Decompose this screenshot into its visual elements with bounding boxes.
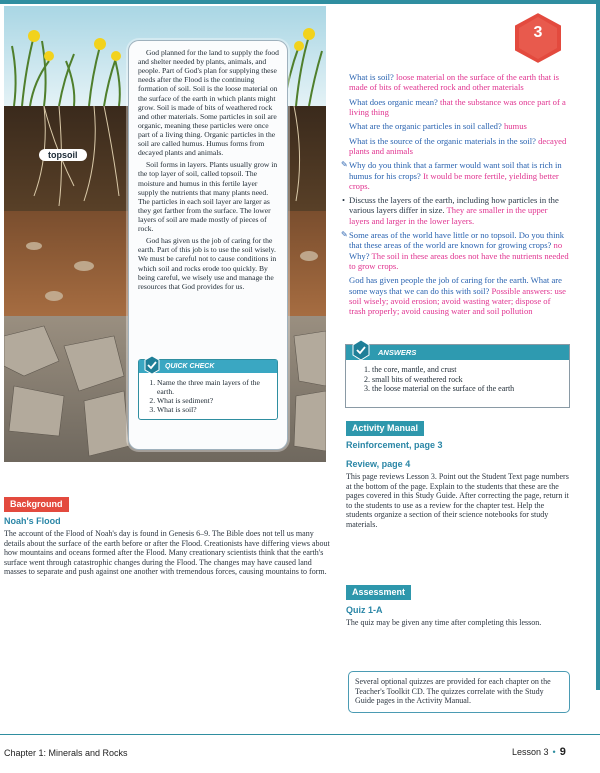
review-heading: Review, page 4: [346, 459, 411, 469]
right-border: [596, 0, 600, 690]
quiz-text: The quiz may be given any time after completing this lesson.: [346, 618, 542, 627]
checkmark-icon: [352, 340, 370, 360]
list-item: 1. Name the three main layers of the earth.: [157, 378, 271, 396]
qa-item: [349, 97, 569, 118]
qa-item: [341, 160, 569, 191]
answer: no: [553, 240, 563, 251]
question: What is soil?: [349, 72, 394, 82]
answer: Possible answers: use soil wisely; avoid erosion; avoid wasting water; dispose of trash properly; avoid causing water and soil pollution: [349, 285, 566, 317]
list-item: 3. What is soil?: [157, 405, 271, 414]
quiz-note-box: Several optional quizzes are provided for each chapter on the Teacher's Toolkit CD. The quizzes correlate with the Study Guide pages in the Activity Manual.: [348, 671, 570, 713]
student-paragraph: God has given us the job of caring for the earth. Part of this job is to use the soil wisely. We must be careful not to cause conditions in which soil and rocks erode too quickly. By being careful, we wisely use and manage the resources that God provides for us.: [138, 236, 277, 291]
thinking-icon: ✎: [341, 160, 348, 170]
quick-check-title: QUICK CHECK: [165, 363, 215, 370]
list-item: 2. What is sediment?: [157, 396, 271, 405]
answer: that the substance was once part of a living thing: [349, 96, 566, 117]
answer: humus: [503, 121, 527, 132]
answers-title: ANSWERS: [378, 348, 417, 357]
question: Why?: [349, 250, 370, 261]
background-tab: Background: [4, 497, 69, 512]
qa-item: [342, 195, 569, 226]
qa-item: [349, 121, 569, 131]
qa-item: [349, 275, 569, 316]
topsoil-label: topsoil: [39, 149, 87, 161]
page-footer: [512, 746, 566, 758]
thinking-icon: ✎: [341, 230, 348, 240]
question: Discuss the layers of the earth, including how particles in the various layers differ in size.: [349, 195, 559, 216]
answer: decayed plants and animals: [349, 135, 567, 156]
footer-divider: [0, 734, 600, 735]
question: What does organic mean?: [349, 96, 438, 107]
background-heading: Noah's Flood: [4, 516, 61, 526]
qa-item: [349, 136, 569, 157]
answers-box: [345, 344, 570, 408]
assessment-tab: Assessment: [346, 585, 411, 600]
answer: They are smaller in the upper layers and larger in the lower layers.: [349, 205, 548, 226]
reinforcement-heading: Reinforcement, page 3: [346, 440, 443, 450]
page-number: 9: [559, 746, 566, 758]
question: God has given people the job of caring for the earth. What are some ways that we can do this with soil?: [349, 275, 562, 296]
quiz-heading: Quiz 1-A: [346, 605, 383, 615]
separator-dot: •: [552, 747, 556, 757]
question: What is the source of the organic materials in the soil?: [349, 135, 536, 146]
answer: It would be more fertile, yielding better crops.: [349, 170, 559, 191]
question: Some areas of the world have little or no topsoil. Do you think that these areas of the world are known for growing crops?: [349, 230, 565, 251]
bullet-icon: •: [342, 195, 346, 206]
answers-list: [346, 360, 569, 394]
checkmark-icon: [144, 356, 160, 374]
question: What are the organic particles in soil called?: [349, 121, 502, 132]
list-item: 1. the core, mantle, and crust: [372, 365, 561, 375]
chapter-title: Chapter 1: Minerals and Rocks: [4, 748, 128, 758]
answer: loose material on the surface of the earth that is made of bits of weathered rock and other materials: [349, 72, 560, 93]
activity-manual-tab: Activity Manual: [346, 421, 424, 436]
list-item: 2. small bits of weathered rock: [372, 375, 561, 385]
student-paragraph: God planned for the land to supply the food and shelter needed by plants, animals, and people. Part of God's plan for supplying these needs after the Flood is the continuing formation of soil. Soil is the loose material on the surface of the earth in which plants might grow. Soil is made of bits of weathered rock and other materials. Some particles in soil are organic, meaning these particles were once part of a living thing. Organic particles in the soil are called humus. Humus forms from decayed plants and animals.: [138, 48, 279, 158]
lesson-label: Lesson 3: [512, 747, 549, 757]
quick-check-list: [139, 373, 277, 419]
qa-item: [349, 72, 569, 93]
quick-check-header: [139, 360, 277, 373]
answers-header: [346, 345, 569, 360]
list-item: 3. the loose material on the surface of the earth: [372, 384, 561, 394]
quick-check-box: [138, 359, 278, 420]
teacher-qa: [341, 72, 569, 321]
student-text-card: [128, 40, 288, 450]
lesson-number: 3: [533, 24, 543, 41]
review-text: This page reviews Lesson 3. Point out the Student Text page numbers at the bottom of the page. Explain to the students that these are the pages covered in this Study Guide. After correcting the page, return it to the students to use as a review for the chapter test. Help the students organize a section of their science notebooks for study materials.: [346, 472, 569, 529]
student-paragraph: Soil forms in layers. Plants usually grow in the top layer of soil, called topsoil. The moisture and humus in this fertile layer supply the nutrients that many plants need. The particles in each soil layer are larger as they get farther from the surface. The lower layers of soil are made mostly of pieces of rock.: [138, 160, 278, 234]
answer: The soil in these areas does not have the nutrients needed to grow crops.: [349, 250, 569, 271]
qa-item: [341, 230, 569, 271]
top-border: [0, 0, 600, 4]
question: Why do you think that a farmer would want soil that is rich in humus for his crops?: [349, 160, 562, 181]
background-text: The account of the Flood of Noah's day is found in Genesis 6–9. The Bible does not tell us many details about the surface of the earth before or after the Flood. Creationists have differing views about how mountains and oceans formed after the Flood. Many creationary scientists think that the earth's surface went through catastrophic changes during the Flood. The changes may have caused land masses to separate and push against one another with tremendous forces, causing mountains to form.: [4, 529, 330, 577]
